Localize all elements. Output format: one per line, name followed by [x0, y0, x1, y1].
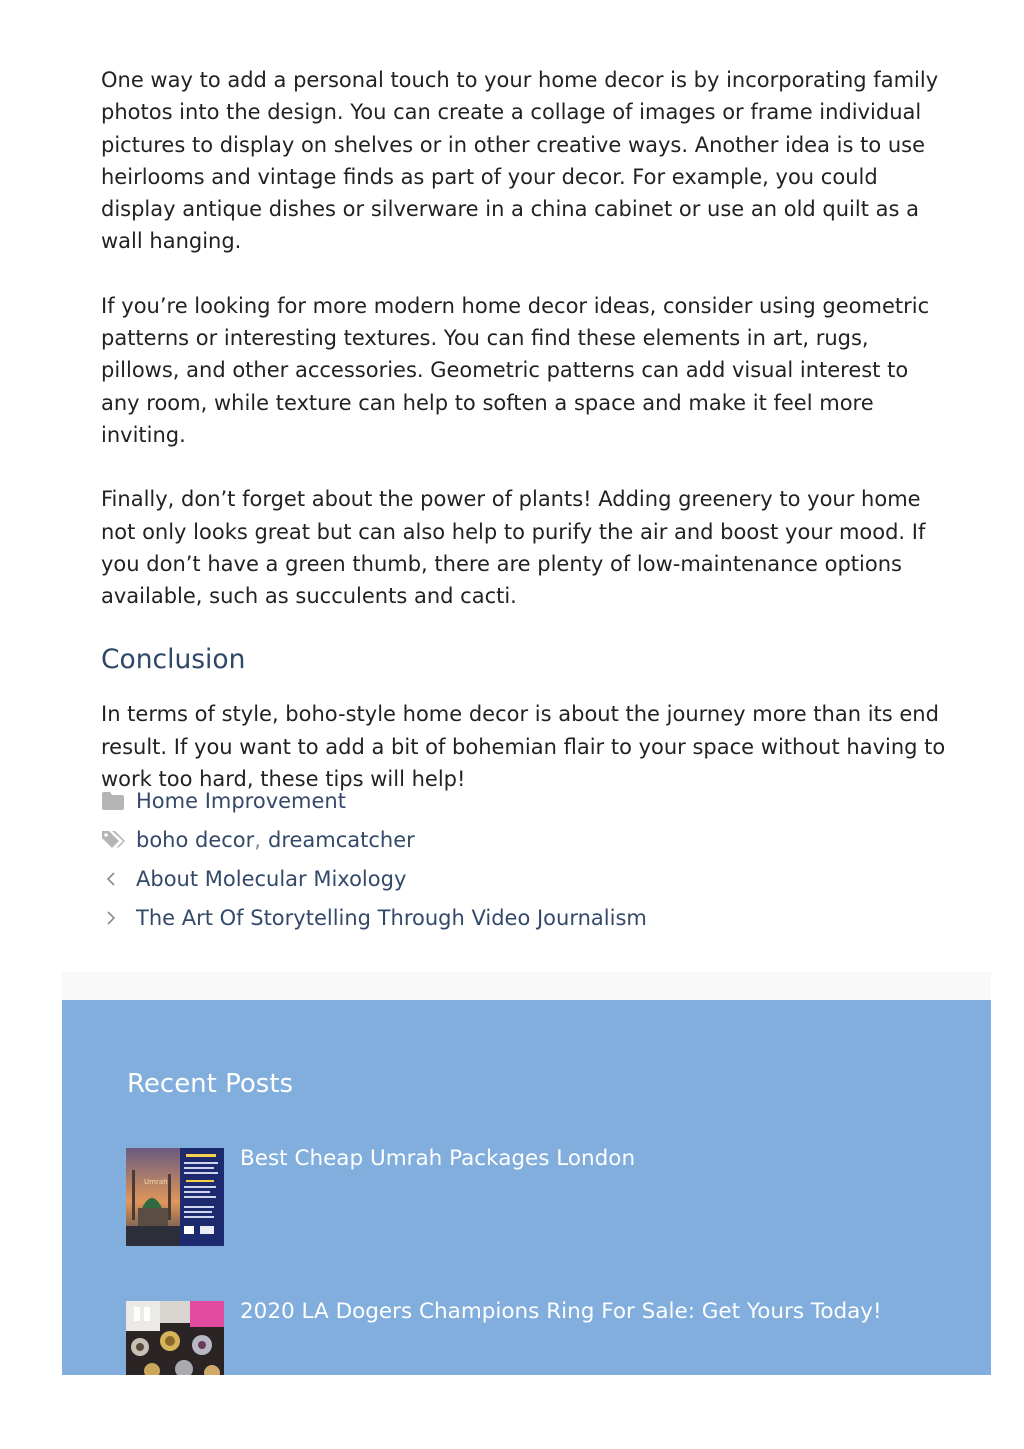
article-paragraph: If you’re looking for more modern home decor ideas, consider using geometric patterns or interesting textures. You can find these elements in art, rugs, pillows, and other accessories. Geometric patterns can add visual interest to any room, while texture can help to soften a space and make it feel more inviting.: [101, 293, 930, 447]
next-post-row: [101, 898, 951, 937]
tag-separator: ,: [254, 828, 261, 853]
previous-post-row: [101, 860, 951, 899]
recent-post-link[interactable]: Best Cheap Umrah Packages London: [240, 1146, 636, 1171]
comments-spacer: [62, 972, 991, 1000]
chevron-right-icon: [101, 908, 136, 928]
tag-link-boho-decor[interactable]: boho decor: [136, 828, 255, 853]
folder-icon: [101, 791, 136, 811]
article-paragraph: Finally, don’t forget about the power of plants! Adding greenery to your home not only looks great but can also help to purify the air and boost your mood. If you don’t have a green thumb, there are plenty of low-maintenance options available, such as succulents and cacti.: [101, 487, 926, 609]
tags-row: [101, 821, 951, 860]
previous-post-link[interactable]: About Molecular Mixology: [136, 866, 407, 891]
chevron-left-icon: [101, 869, 136, 889]
conclusion-heading: Conclusion: [101, 644, 246, 676]
championship-rings-thumbnail[interactable]: [126, 1301, 224, 1375]
next-post-link[interactable]: The Art Of Storytelling Through Video Journalism: [136, 905, 647, 930]
category-row: [101, 782, 951, 821]
tags-icon: [101, 829, 136, 851]
svg-text:Umrah: Umrah: [144, 1178, 168, 1186]
umrah-package-thumbnail[interactable]: [126, 1148, 224, 1246]
recent-posts-title: Recent Posts: [127, 1069, 294, 1099]
conclusion-paragraph: In terms of style, boho-style home decor is about the journey more than its end result. If you want to add a bit of bohemian flair to your space without having to work too hard, these tips will help!: [101, 702, 946, 792]
post-meta: [101, 782, 951, 937]
recent-posts-widget: [62, 1000, 991, 1375]
recent-post-link[interactable]: 2020 LA Dogers Champions Ring For Sale: Get Yours Today!: [240, 1299, 882, 1324]
tag-link-dreamcatcher[interactable]: dreamcatcher: [267, 828, 415, 853]
recent-post-item: [126, 1301, 946, 1375]
article-content: [101, 64, 951, 827]
recent-post-item: [126, 1148, 946, 1246]
article-paragraph: One way to add a personal touch to your home decor is by incorporating family photos into the design. You can create a collage of images or frame individual pictures to display on shelves or in other creative ways. Another idea is to use heirlooms and vintage finds as part of your decor. For example, you could display antique dishes or silverware in a china cabinet or use an old quilt as a wall hanging.: [101, 68, 939, 254]
category-link[interactable]: Home Improvement: [136, 789, 346, 814]
